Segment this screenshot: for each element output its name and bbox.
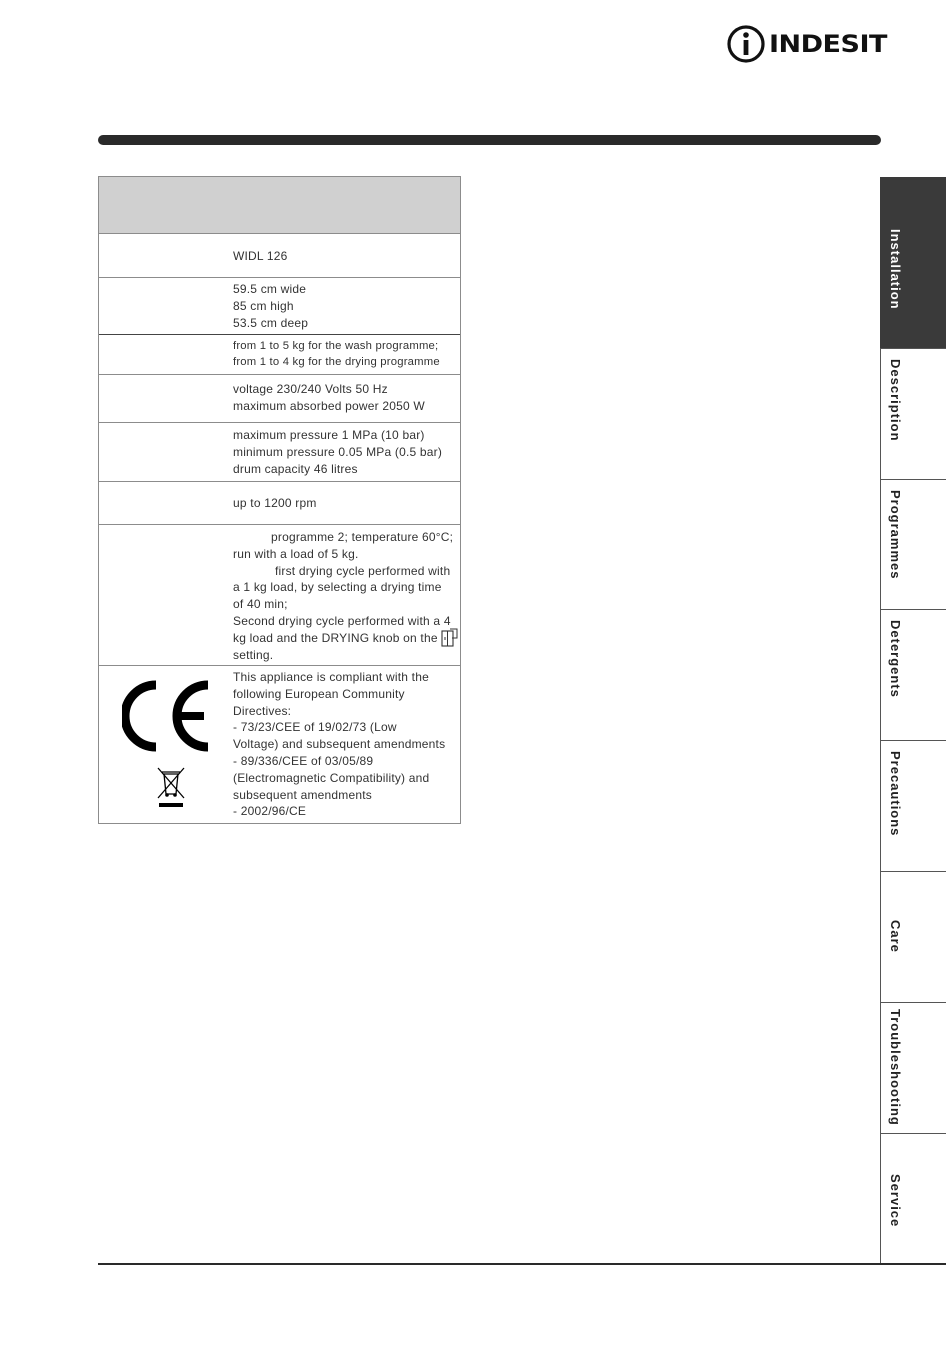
spec-line: 59.5 cm wide [233, 282, 307, 296]
spec-line: Directives: [233, 703, 292, 718]
table-row-water [99, 423, 460, 482]
tab-service[interactable] [880, 1133, 946, 1265]
table-row-capacity [99, 335, 460, 375]
spec-value [233, 669, 454, 820]
tab-programmes[interactable] [880, 479, 946, 609]
section-tabs [880, 177, 946, 1265]
spec-line: - 89/336/CEE of 03/05/89 [233, 753, 374, 768]
footer-rule [98, 1263, 946, 1265]
spec-line: programme 2; temperature 60°C; [271, 530, 454, 544]
spec-line: following European Community [233, 686, 405, 701]
table-row-spin [99, 482, 460, 525]
spec-value [233, 529, 454, 663]
spec-value [233, 381, 454, 415]
table-row-dimensions [99, 278, 460, 335]
spec-line: drum capacity 46 litres [233, 461, 358, 476]
spec-line: minimum pressure 0.05 MPa (0.5 bar) [233, 444, 443, 459]
brand-logo [727, 24, 887, 64]
spec-line: subsequent amendments [233, 787, 372, 802]
technical-data-table [98, 176, 461, 824]
spec-line: This appliance is compliant with the [233, 670, 429, 684]
tab-installation[interactable] [880, 218, 946, 348]
spec-line: Voltage) and subsequent amendments [233, 737, 446, 752]
spec-line: - 73/23/CEE of 19/02/73 (Low [233, 720, 397, 735]
crossed-bin-icon [156, 766, 186, 808]
ce-mark-icon [122, 680, 214, 752]
spec-line: setting. [233, 647, 274, 662]
table-header [99, 177, 460, 234]
tab-detergents[interactable] [880, 609, 946, 740]
brand-name: INDESIT [769, 30, 887, 58]
spec-line: maximum pressure 1 MPa (10 bar) [233, 428, 425, 442]
spec-line: run with a load of 5 kg. [233, 546, 359, 561]
table-row-compliance [99, 666, 460, 824]
spec-line: first drying cycle performed with [275, 563, 451, 578]
spec-line: - 2002/96/CE [233, 804, 307, 819]
spec-value [233, 495, 454, 512]
spec-line: maximum absorbed power 2050 W [233, 398, 425, 413]
spec-line: 85 cm high [233, 298, 294, 313]
spec-value [233, 338, 454, 370]
tab-label: Detergents [888, 620, 903, 698]
header-rule [98, 135, 881, 145]
tab-label: Installation [888, 229, 903, 310]
tab-label: Service [888, 1174, 903, 1228]
spec-value [233, 248, 454, 265]
table-row-electrical [99, 375, 460, 423]
tab-label: Programmes [888, 490, 903, 580]
spec-line: WIDL 126 [233, 249, 288, 263]
spec-line: Second drying cycle performed with a 4 [233, 613, 451, 628]
spec-line: a 1 kg load, by selecting a drying time [233, 580, 442, 595]
spec-line: up to 1200 rpm [233, 496, 317, 510]
tab-precautions[interactable] [880, 740, 946, 871]
tab-troubleshooting[interactable] [880, 1002, 946, 1133]
spec-line: 53.5 cm deep [233, 315, 309, 330]
wardrobe-icon [440, 628, 459, 648]
tab-care[interactable] [880, 871, 946, 1002]
spec-line: kg load and the DRYING knob on the [233, 630, 438, 645]
tab-label: Troubleshooting [888, 1009, 903, 1126]
table-row-test-programmes [99, 525, 460, 666]
spec-line: voltage 230/240 Volts 50 Hz [233, 382, 388, 396]
tab-label: Description [888, 359, 903, 442]
spec-line: (Electromagnetic Compatibility) and [233, 770, 430, 785]
tab-strip-cap [880, 177, 946, 218]
spec-line: from 1 to 4 kg for the drying programme [233, 356, 440, 368]
indesit-logo-icon [727, 24, 765, 64]
tab-description[interactable] [880, 348, 946, 479]
tab-label: Precautions [888, 751, 903, 837]
tab-label: Care [888, 920, 903, 953]
table-row-model [99, 234, 460, 278]
spec-value [233, 427, 454, 477]
spec-value [233, 281, 454, 331]
spec-line: of 40 min; [233, 597, 288, 612]
spec-line: from 1 to 5 kg for the wash programme; [233, 340, 439, 352]
